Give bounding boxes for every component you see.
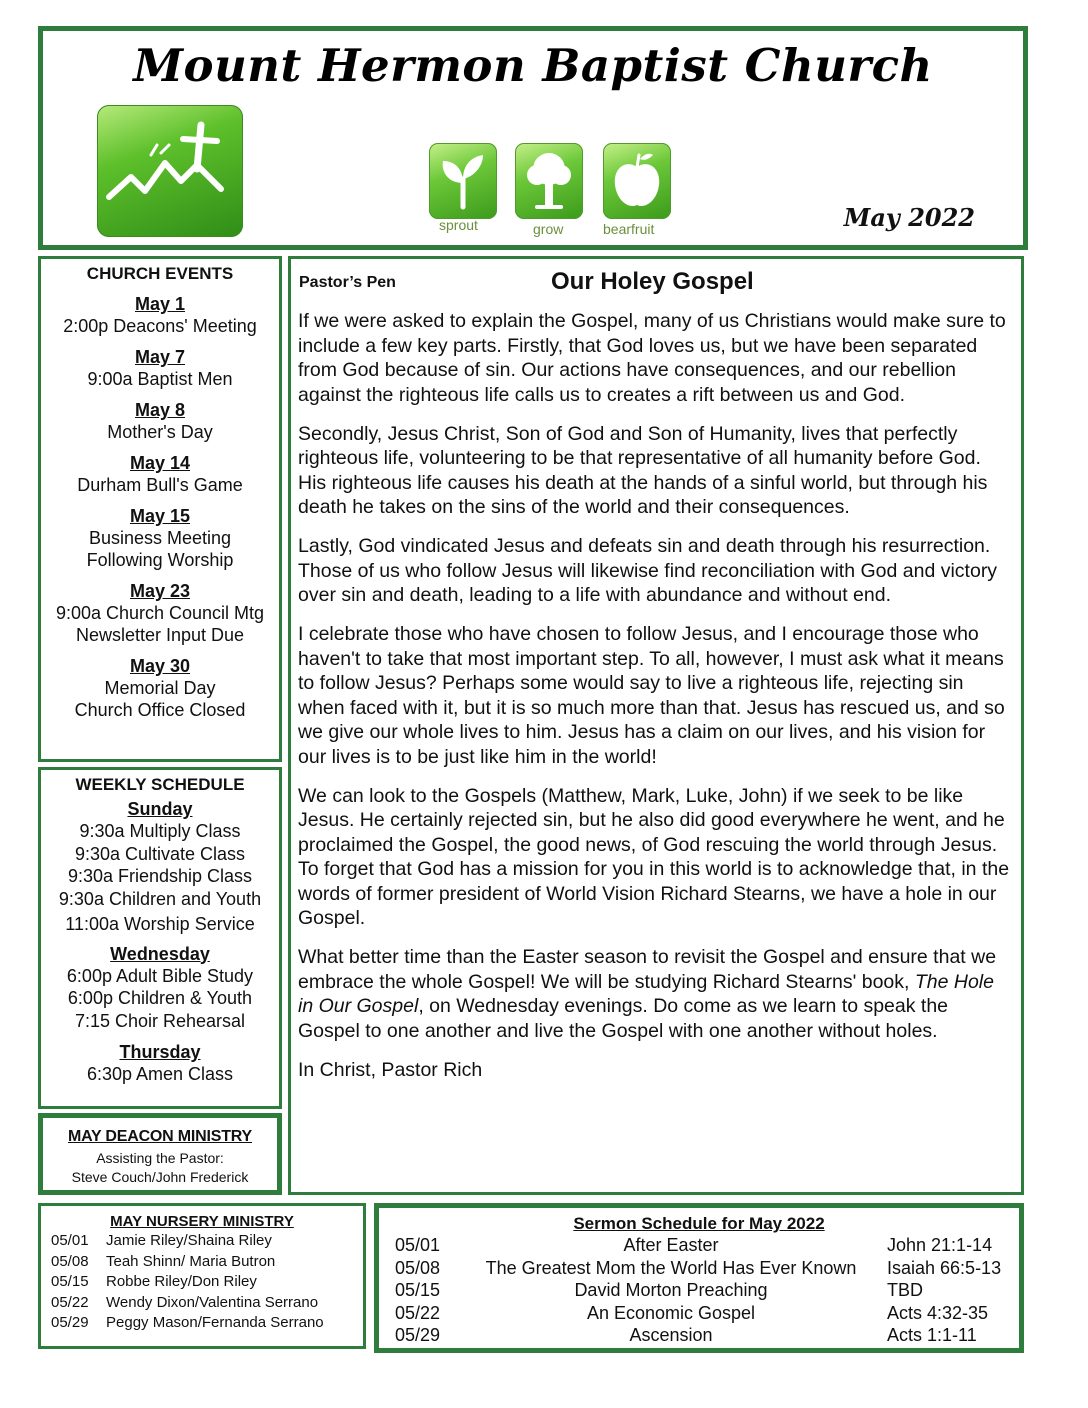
- nursery-date: 05/15: [51, 1273, 89, 1290]
- article-paragraph: I celebrate those who have chosen to follow Jesus, and I encourage those who haven't to take that most important step. To all, however, I must ask what it means to follow Jesus? Perhaps some would say to live a righteous life, rejecting sin when faced with it, but it is so much more than that. Jesus has rescued us, and so we give our whole lives to him. Jesus has a claim on our lives, and his vision for our lives is to be just like him in the world!: [298, 623, 1005, 768]
- event-detail: 9:00a Church Council Mtg: [55, 603, 265, 623]
- deacon-names: Steve Couch/John Frederick: [71, 1169, 249, 1185]
- event-detail: Memorial Day: [104, 678, 216, 698]
- nursery-date: 05/08: [51, 1252, 89, 1270]
- event-item: [41, 453, 279, 496]
- sermon-title: After Easter: [623, 1235, 719, 1255]
- deacon-ministry-panel: [38, 1113, 282, 1195]
- schedule-item: 6:00p Adult Bible Study: [66, 965, 254, 986]
- church-name: Mount Hermon Baptist Church: [133, 39, 933, 92]
- sermon-date: 05/01: [395, 1235, 441, 1255]
- article-paragraph: If we were asked to explain the Gospel, many of us Christians would make sure to include a few key parts. Firstly, that God loves us, but we have been separated from God because of sin. Our actions have consequences, and our rebellion against the righteous life calls us to creates a rift between us and God.: [298, 310, 1006, 406]
- table-row: [51, 1231, 324, 1252]
- sprout-icon: [429, 143, 497, 219]
- weekly-schedule-panel: [38, 767, 282, 1109]
- table-row: [395, 1234, 1009, 1257]
- event-item: [41, 400, 279, 443]
- event-item: [41, 347, 279, 390]
- tree-icon: [515, 143, 583, 219]
- event-item: [41, 656, 279, 721]
- event-date: May 15: [129, 506, 191, 526]
- nursery-names: Teah Shinn/ Maria Butron: [106, 1252, 276, 1270]
- table-row: [51, 1252, 324, 1273]
- sermon-date: 05/29: [395, 1325, 441, 1345]
- nursery-date: 05/22: [51, 1293, 89, 1311]
- sermon-scripture: TBD: [887, 1280, 923, 1300]
- event-detail: Mother's Day: [107, 422, 213, 442]
- newsletter-header: [38, 26, 1028, 250]
- event-detail: Durham Bull's Game: [77, 475, 243, 495]
- deacon-ministry-title: MAY DEACON MINISTRY: [67, 1128, 253, 1145]
- schedule-day: Thursday: [119, 1042, 201, 1062]
- schedule-item: 11:00a Worship Service: [65, 914, 255, 934]
- sermon-title: An Economic Gospel: [586, 1302, 756, 1323]
- pastors-pen-panel: [288, 256, 1024, 1195]
- sermon-date: 05/15: [395, 1280, 441, 1300]
- table-row: [51, 1293, 324, 1314]
- nursery-ministry-title: MAY NURSERY MINISTRY: [110, 1213, 294, 1230]
- event-detail: Business Meeting: [88, 528, 232, 548]
- table-row: [395, 1279, 1009, 1302]
- schedule-item: 9:30a Children and Youth: [58, 888, 262, 909]
- article-paragraph: We can look to the Gospels (Matthew, Mark, Luke, John) if we seek to be like Jesus. He certainly rejected sin, but he also did good everywhere he went, and he proclaimed the Gospel, the good news, of God rescuing the world through Jesus. To forget that God has a mission for you in this world is to acknowledge that, in the words of former president of World Vision Richard Stearns, we have a hole in our Gospel.: [298, 784, 1010, 929]
- event-date: May 7: [134, 347, 186, 367]
- sermon-scripture: Isaiah 66:5-13: [887, 1257, 1002, 1278]
- event-item: [41, 581, 279, 646]
- event-item: [41, 506, 279, 571]
- nursery-names: Robbe Riley/Don Riley: [106, 1273, 257, 1290]
- event-item: [41, 294, 279, 337]
- table-row: [51, 1272, 324, 1293]
- apple-icon: [603, 143, 671, 219]
- sermon-title: The Greatest Mom the World Has Ever Known: [485, 1257, 857, 1278]
- event-detail: Following Worship: [86, 550, 234, 570]
- sermon-title: Ascension: [629, 1325, 713, 1345]
- article-title: Our Holey Gospel: [551, 268, 754, 295]
- table-row: [51, 1313, 324, 1334]
- nursery-names: Jamie Riley/Shaina Riley: [106, 1232, 272, 1249]
- sprout-label: sprout: [439, 217, 478, 233]
- event-detail: 9:00a Baptist Men: [87, 369, 233, 389]
- nursery-table: [51, 1231, 324, 1334]
- table-row: [395, 1257, 1009, 1280]
- article-paragraph: [298, 945, 1011, 1043]
- table-row: [395, 1324, 1009, 1347]
- schedule-item: 7:15 Choir Rehearsal: [74, 1010, 246, 1031]
- schedule-item: 6:30p Amen Class: [86, 1064, 234, 1084]
- schedule-item: 6:00p Children & Youth: [67, 988, 253, 1008]
- event-detail: Newsletter Input Due: [75, 625, 245, 645]
- sermon-scripture: Acts 4:32-35: [887, 1302, 989, 1323]
- schedule-day: Sunday: [127, 799, 193, 819]
- event-date: May 14: [129, 453, 191, 473]
- event-date: May 1: [134, 294, 186, 314]
- schedule-item: 9:30a Multiply Class: [79, 821, 241, 841]
- issue-date: May 2022: [843, 203, 975, 232]
- sermon-schedule-panel: [374, 1203, 1024, 1353]
- nursery-date: 05/29: [51, 1314, 89, 1331]
- event-detail: 2:00p Deacons' Meeting: [63, 316, 257, 336]
- church-events-title: CHURCH EVENTS: [86, 264, 234, 283]
- sermon-scripture: John 21:1-14: [887, 1235, 993, 1255]
- bearfruit-label: bearfruit: [603, 221, 655, 237]
- article-body: [298, 309, 1011, 1082]
- event-date: May 30: [129, 656, 191, 676]
- grow-label: grow: [533, 221, 564, 237]
- sermon-title: David Morton Preaching: [574, 1280, 768, 1300]
- nursery-names: Wendy Dixon/Valentina Serrano: [106, 1293, 319, 1311]
- table-row: [395, 1302, 1009, 1325]
- schedule-day: Wednesday: [110, 943, 210, 964]
- deacon-role: Assisting the Pastor:: [96, 1150, 224, 1166]
- schedule-item: 9:30a Cultivate Class: [74, 843, 246, 864]
- nursery-names: Peggy Mason/Fernanda Serrano: [106, 1314, 324, 1331]
- article-paragraph: Lastly, God vindicated Jesus and defeats sin and death through his resurrection. Those of us who follow Jesus will likewise find reconciliation with God and victory over sin and death, leading to a life with abundance and without end.: [298, 535, 998, 606]
- article-signoff: In Christ, Pastor Rich: [298, 1058, 483, 1081]
- sermon-date: 05/22: [395, 1302, 441, 1323]
- church-events-panel: [38, 256, 282, 762]
- sermon-scripture: Acts 1:1-11: [887, 1325, 977, 1345]
- mountain-cross-logo-icon: [97, 105, 243, 237]
- pastors-pen-label: Pastor’s Pen: [299, 274, 396, 291]
- event-detail: Church Office Closed: [74, 700, 246, 720]
- sermon-table: [395, 1234, 1009, 1347]
- event-date: May 8: [134, 400, 186, 420]
- article-paragraph: Secondly, Jesus Christ, Son of God and Son of Humanity, lives that perfectly righteous life, volunteering to be that representative of all humanity before God. His righteous life causes his death at the hands of a sinful world, but through his death he takes on the sins of the world and their consequences.: [298, 422, 988, 518]
- nursery-date: 05/01: [51, 1232, 89, 1249]
- event-date: May 23: [129, 581, 191, 601]
- sermon-date: 05/08: [395, 1257, 441, 1278]
- nursery-ministry-panel: [38, 1203, 366, 1349]
- paragraph-text: What better time than the Easter season to revisit the Gospel and ensure that we embrace the whole Gospel! We will be studying Richard Stearns' book,: [298, 946, 997, 993]
- sermon-schedule-title: Sermon Schedule for May 2022: [573, 1214, 825, 1233]
- book-title: The Hole in Our Gospel: [298, 970, 994, 1017]
- schedule-item: 9:30a Friendship Class: [67, 866, 253, 886]
- weekly-schedule-title: WEEKLY SCHEDULE: [75, 775, 245, 794]
- paragraph-text: , on Wednesday evenings. Do come as we learn to speak the Gospel to one another and live the Gospel with one another without holes.: [298, 995, 949, 1042]
